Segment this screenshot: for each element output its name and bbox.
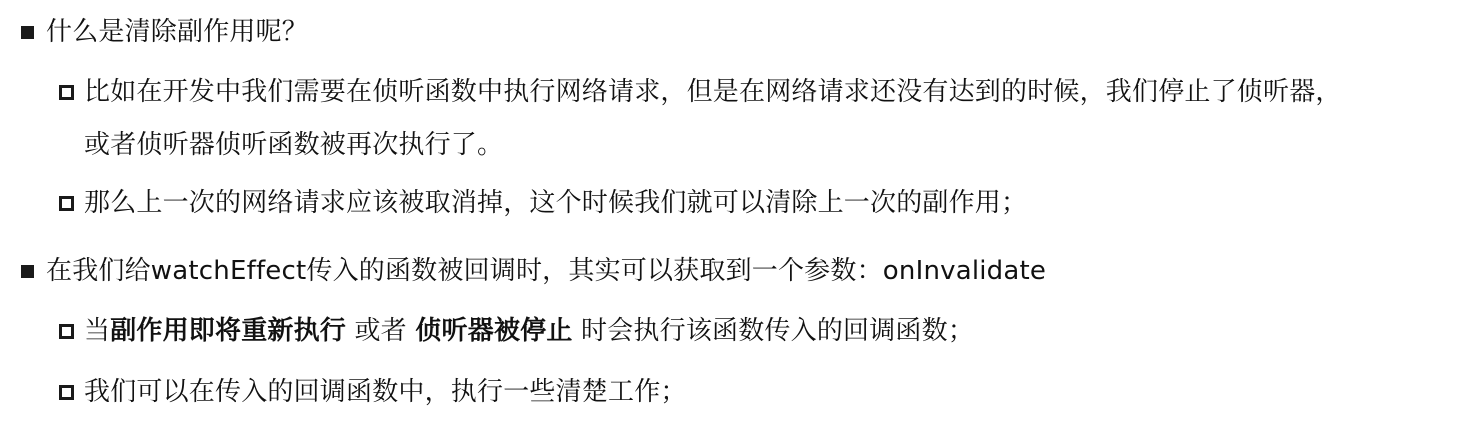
item1-heading: 什么是清除副作用呢？ [46,17,309,47]
item1-sub1-line1: 比如在开发中我们需要在侦听函数中执行网络请求，但是在网络请求还没有达到的时候，我们停止了侦听器， [84,77,1342,107]
square-bullet-icon [21,26,34,39]
item1-sub1-line2: 或者侦听器侦听函数被再次执行了。 [84,130,504,160]
item2-sub1-bold-watcher-stopped: 侦听器被停止 [415,316,573,346]
hollow-square-bullet-icon [59,324,74,339]
item2-heading: 在我们给watchEffect传入的函数被回调时，其实可以获取到一个参数：onInvalidate [46,256,1047,286]
item2-sub1-mid: 或者 [346,316,416,346]
hollow-square-bullet-icon [59,196,74,211]
item2-sub1-prefix: 当 [84,316,111,346]
item2-sub1-bold-side-effect: 副作用即将重新执行 [110,316,347,346]
item2-sub1-suffix: 时会执行该函数传入的回调函数； [572,316,975,346]
square-bullet-icon [21,265,34,278]
hollow-square-bullet-icon [59,85,74,100]
item1-sub2: 那么上一次的网络请求应该被取消掉，这个时候我们就可以清除上一次的副作用； [84,188,1028,218]
item2-sub2: 我们可以在传入的回调函数中，执行一些清楚工作； [84,377,687,407]
item2-sub1 [84,313,974,349]
hollow-square-bullet-icon [59,385,74,400]
